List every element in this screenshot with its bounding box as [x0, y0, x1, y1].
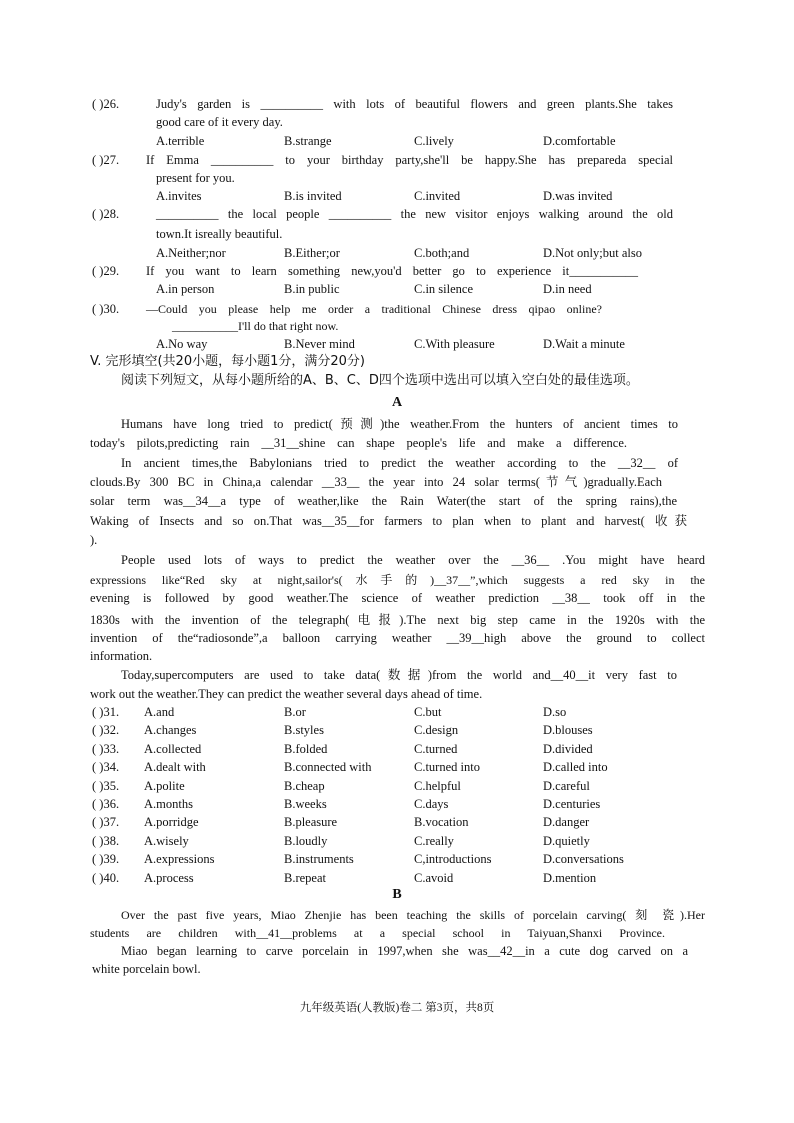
passage-a-line: ). [90, 533, 98, 547]
q26-option-c: C.lively [414, 134, 454, 148]
q27-number: ( )27. [92, 153, 120, 167]
passage-a-line: In ancient times,the Babylonians tried to predict the weather according to the __32__ of [121, 456, 678, 470]
passage-a-option: A.collected [144, 741, 202, 756]
passage-a-option: A.wisely [144, 833, 189, 848]
passage-a-option: B.cheap [284, 778, 325, 793]
passage-b-line: Miao began learning to carve porcelain in 1997,when she was__42__in a cute dog carved on a [121, 944, 688, 958]
passage-b-label: B [392, 887, 402, 902]
passage-a-option: B.folded [284, 741, 328, 756]
q27-stem: If Emma __________ to your birthday party,she'll be happy.She has prepareda special [146, 153, 673, 167]
q30-option-a: A.No way [156, 337, 208, 351]
passage-a-line: People used lots of ways to predict the weather over the __36__ .You might have heard [121, 553, 705, 567]
passage-a-line: 1830s with the invention of the telegraph(电报).The next big step came in the 1920s with the [90, 613, 705, 627]
q28-stem: __________ the local people __________ the new visitor enjoys walking around the old [156, 207, 673, 221]
passage-a-question-number: ( )37. [92, 815, 120, 830]
q30-option-b: B.Never mind [284, 337, 355, 351]
q27-option-d: D.was invited [543, 189, 613, 203]
passage-a-option: C.but [414, 705, 442, 719]
q30-stem-cont: ___________I'll do that right now. [172, 319, 339, 333]
q30-option-c: C.With pleasure [414, 337, 495, 351]
passage-a-option: B.styles [284, 723, 324, 738]
q28-option-c: C.both;and [414, 246, 470, 260]
passage-a-option: A.porridge [144, 815, 199, 830]
passage-a-option: D.centuries [543, 797, 601, 811]
passage-a-option: A.expressions [144, 852, 215, 867]
passage-a-question-number: ( )32. [92, 723, 120, 738]
passage-a-line: information. [90, 649, 153, 663]
q29-option-c: C.in silence [414, 282, 474, 296]
q27-option-c: C.invited [414, 189, 461, 203]
passage-a-option: D.divided [543, 741, 593, 756]
passage-a-option: C.helpful [414, 778, 461, 793]
q27-stem-cont: present for you. [156, 171, 235, 185]
passage-a-option: A.polite [144, 778, 185, 793]
passage-a-option: B.or [284, 705, 306, 719]
passage-a-option: B.vocation [414, 815, 469, 830]
passage-a-line: invention of the“radiosonde”,a balloon carrying weather __39__high above the ground to collect [90, 631, 705, 645]
q30-number: ( )30. [92, 302, 120, 316]
passage-a-option: B.connected with [284, 760, 372, 775]
passage-a-label: A [391, 395, 403, 410]
passage-a-option: D.so [543, 705, 567, 719]
passage-a-option: D.quietly [543, 833, 590, 848]
passage-a-line: solar term was__34__a type of weather,like the Rain Water(the start of the spring rains),the [90, 494, 677, 508]
passage-a-option: C.days [414, 797, 449, 811]
q30-option-d: D.Wait a minute [543, 337, 625, 351]
q29-stem: If you want to learn something new,you'd better go to experience it___________ [146, 264, 638, 278]
passage-a-option: C.turned [414, 741, 458, 756]
passage-a-option: A.dealt with [144, 760, 206, 775]
q26-stem-cont: good care of it every day. [156, 115, 283, 129]
passage-a-option: A.months [144, 797, 193, 811]
passage-a-line: evening is followed by good weather.The science of weather prediction __38__ took off in the [90, 591, 705, 605]
passage-a-option: B.weeks [284, 797, 327, 811]
q27-option-a: A.invites [156, 189, 202, 203]
passage-b-line: Over the past five years, Miao Zhenjie has been teaching the skills of porcelain carving( 刻 瓷).Her [121, 908, 705, 922]
q28-option-b: B.Either;or [284, 246, 340, 260]
passage-a-question-number: ( )39. [92, 852, 120, 867]
section-instruction: 阅读下列短文，从每小题所给的A、B、C、D四个选项中选出可以填入空白处的最佳选项。 [121, 373, 639, 388]
passage-a-option: A.process [144, 870, 194, 885]
passage-b-line: white porcelain bowl. [92, 962, 201, 976]
passage-a-option: B.instruments [284, 852, 354, 867]
passage-b-line: students are children with__41__problems at a special school in Taiyuan,Shanxi Province. [90, 926, 665, 940]
q28-stem-cont: town.It isreally beautiful. [156, 227, 283, 241]
passage-a-option: D.conversations [543, 852, 624, 867]
q29-option-d: D.in need [543, 282, 592, 296]
q30-stem: —Could you please help me order a traditional Chinese dress qipao online? [146, 302, 602, 316]
passage-a-question-number: ( )38. [92, 833, 120, 848]
passage-a-line: clouds.By 300 BC in China,a calendar __33__ the year into 24 solar terms(节气)gradually.Each [90, 475, 662, 489]
passage-a-option: D.danger [543, 815, 590, 830]
passage-a-option: D.mention [543, 870, 597, 885]
passage-a-question-number: ( )34. [92, 760, 120, 775]
passage-a-line: expressions like“Red sky at night,sailor's(水手的)__37__”,which suggests a red sky in the [90, 573, 705, 587]
passage-a-line: Waking of Insects and so on.That was__35__for farmers to plan when to plant and harvest( 收获 [90, 514, 687, 528]
passage-a-option: B.repeat [284, 870, 326, 885]
passage-a-line: Today,supercomputers are used to take data(数据)from the world and__40__it very fast to [121, 668, 677, 682]
passage-a-option: C.really [414, 833, 454, 848]
q26-option-d: D.comfortable [543, 134, 616, 148]
page-footer: 九年级英语(人教版)卷二 第3页，共8页 [299, 1002, 495, 1014]
q26-option-a: A.terrible [156, 134, 205, 148]
passage-a-question-number: ( )36. [92, 797, 120, 811]
passage-a-option: D.careful [543, 778, 590, 793]
passage-a-option: D.called into [543, 760, 608, 775]
passage-a-question-number: ( )31. [92, 705, 120, 719]
passage-a-option: C.turned into [414, 760, 480, 775]
section-title: V. 完形填空(共20小题，每小题1分，满分20分) [90, 354, 365, 369]
passage-a-line: work out the weather.They can predict the weather several days ahead of time. [90, 687, 483, 701]
q26-option-b: B.strange [284, 134, 332, 148]
passage-a-option: C.avoid [414, 870, 454, 885]
passage-a-option: B.loudly [284, 833, 328, 848]
passage-a-option: B.pleasure [284, 815, 338, 830]
passage-a-line: Humans have long tried to predict(预测)the weather.From the hunters of ancient times to [121, 417, 678, 431]
q29-option-b: B.in public [284, 282, 340, 296]
passage-a-question-number: ( )40. [92, 870, 120, 885]
passage-a-line: today's pilots,predicting rain __31__shine can shape people's life and make a difference. [90, 436, 627, 450]
passage-a-option: A.changes [144, 723, 197, 738]
q28-option-a: A.Neither;nor [156, 246, 226, 260]
passage-a-option: A.and [144, 705, 175, 719]
q26-number: ( )26. [92, 97, 120, 111]
passage-a-option: C.design [414, 723, 459, 738]
q28-option-d: D.Not only;but also [543, 246, 642, 260]
passage-a-question-number: ( )33. [92, 741, 120, 756]
q26-stem: Judy's garden is __________ with lots of beautiful flowers and green plants.She takes [156, 97, 673, 111]
q28-number: ( )28. [92, 207, 120, 221]
q27-option-b: B.is invited [284, 189, 342, 203]
passage-a-question-number: ( )35. [92, 778, 120, 793]
q29-number: ( )29. [92, 264, 120, 278]
passage-a-option: D.blouses [543, 723, 593, 738]
q29-option-a: A.in person [156, 282, 215, 296]
passage-a-option: C,introductions [414, 852, 492, 867]
